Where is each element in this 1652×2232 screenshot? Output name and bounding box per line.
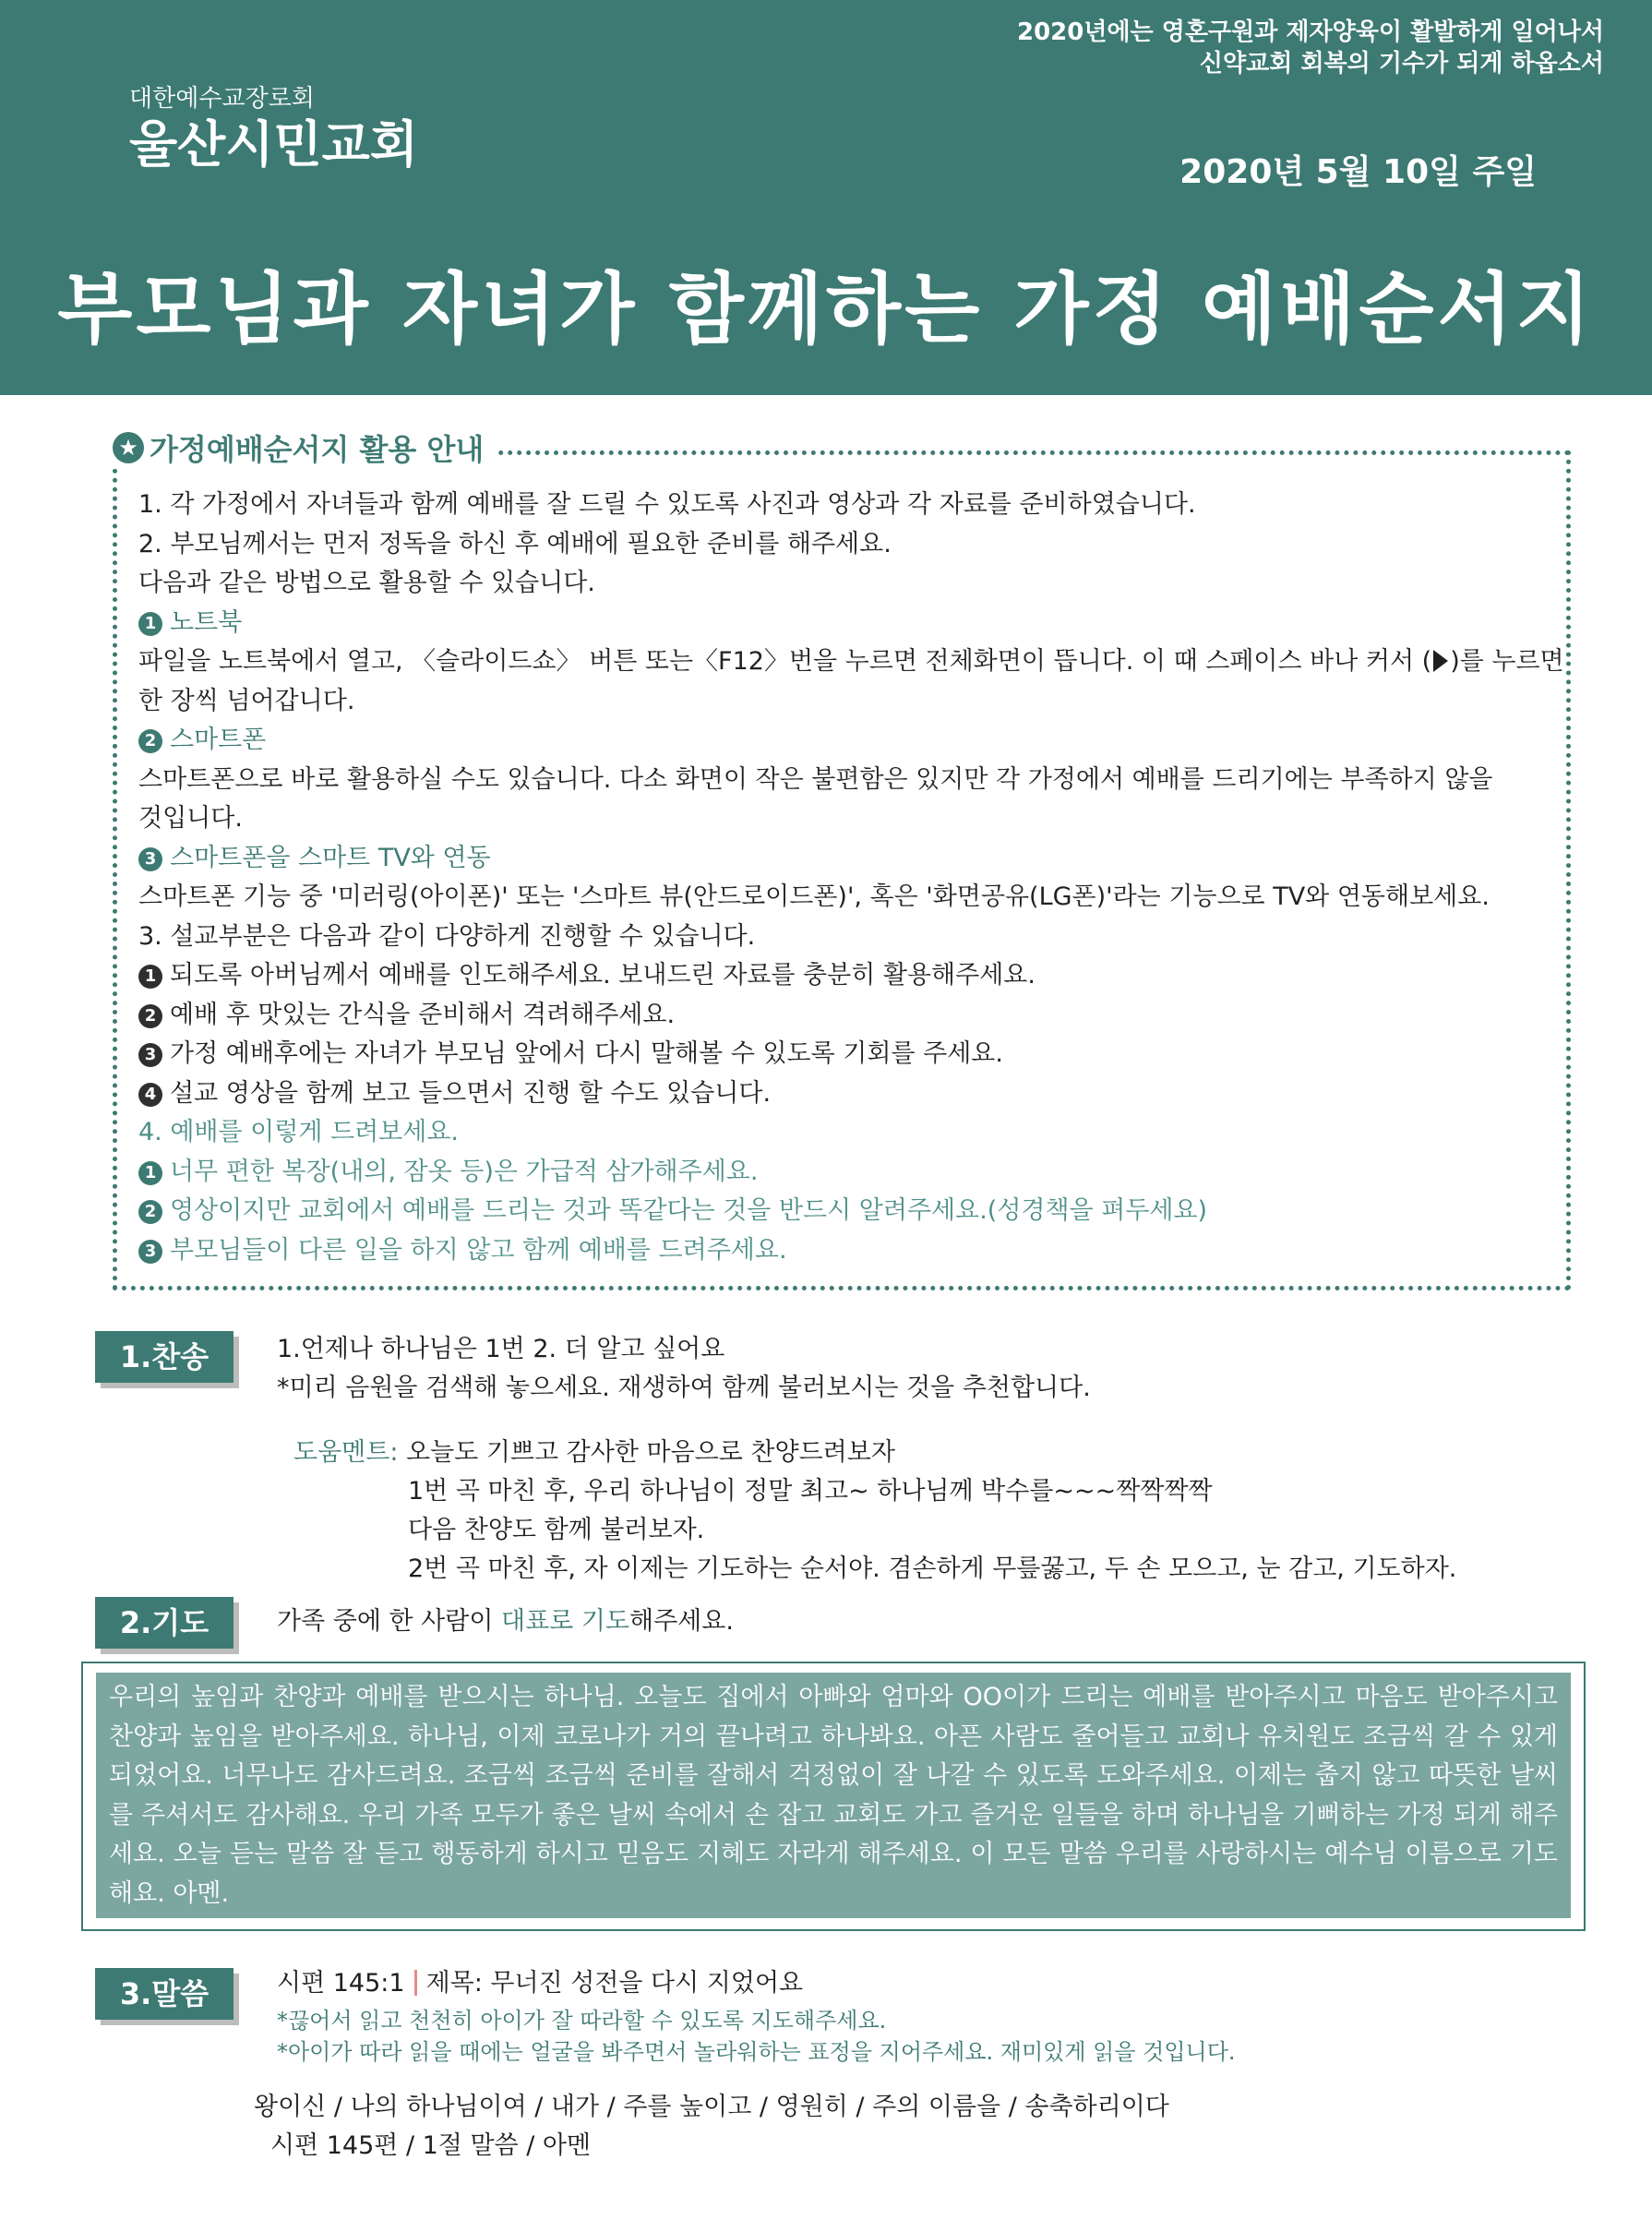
- verse-block: [254, 2088, 1169, 2166]
- worship-heading: 4. 예배를 이렇게 드려보세요.: [138, 1118, 459, 1146]
- phone-label: 스마트폰: [170, 726, 267, 754]
- word-note-1: *끊어서 읽고 천천히 아이가 잘 따라할 수 있도록 지도해주세요.: [277, 2008, 887, 2034]
- memo-line-3: 다음 찬양도 함께 불러보자.: [408, 1516, 705, 1544]
- prayer-intro-c: 해주세요.: [629, 1607, 734, 1636]
- sermon-title: 제목: 무너진 성전을 다시 지었어요: [425, 1969, 804, 1998]
- prayer-intro-b: 대표로 기도: [501, 1607, 629, 1636]
- prayer-tag: 2.기도: [95, 1597, 233, 1649]
- worship-item-2-text: 영상이지만 교회에서 예배를 드리는 것과 똑같다는 것을 반드시 알려주세요.(성경책을 펴두세요): [170, 1196, 1208, 1225]
- sermon-item-3: [138, 1035, 1550, 1074]
- guide-heading: [109, 426, 495, 469]
- circle-number-3: 3: [138, 1043, 162, 1067]
- notebook-text: [138, 642, 1564, 682]
- guide-line-1: 1. 각 가정에서 자녀들과 함께 예배를 잘 드릴 수 있도록 사진과 영상과 각 자료를 준비하였습니다.: [138, 490, 1196, 519]
- notebook-text-c: 한 장씩 넘어갑니다.: [138, 686, 355, 715]
- page-title: 부모님과 자녀가 함께하는 가정 예배순서지: [57, 264, 1595, 354]
- circle-number-3: 3: [138, 847, 162, 871]
- right-arrow-icon: [1433, 650, 1448, 672]
- worship-item-3: [138, 1231, 1550, 1271]
- church-name-block: [129, 83, 418, 175]
- sermon-item-3-text: 가정 예배후에는 자녀가 부모님 앞에서 다시 말해볼 수 있도록 기회를 주세요.: [170, 1039, 1003, 1068]
- sermon-item-4-text: 설교 영상을 함께 보고 들으면서 진행 할 수도 있습니다.: [170, 1078, 772, 1108]
- memo-line-1: [293, 1434, 1456, 1472]
- tv-text: 스마트폰 기능 중 '미러링(아이폰)' 또는 '스마트 뷰(안드로이드폰)', 혹은 '화면공유(LG폰)'라는 기능으로 TV와 연동해보세요.: [138, 882, 1490, 911]
- memo-label: 도움멘트:: [293, 1438, 399, 1467]
- phone-text-a: 스마트폰으로 바로 활용하실 수도 있습니다. 다소 화면이 작은 불편함은 있지만 각 가정에서 예배를 드리기에는 부족하지 않을: [138, 764, 1493, 794]
- circle-number-3: 3: [138, 1240, 162, 1264]
- worship-item-1: [138, 1153, 1550, 1193]
- memo-line-4: 2번 곡 마친 후, 자 이제는 기도하는 순서야. 겸손하게 무릎꿇고, 두 손 모으고, 눈 감고, 기도하자.: [408, 1554, 1457, 1583]
- notebook-heading: [138, 604, 1550, 643]
- hymn-tag: 1.찬송: [95, 1331, 233, 1383]
- scripture-ref: 시편 145:1: [277, 1969, 405, 1998]
- motto-line-1: 2020년에는 영혼구원과 제자양육이 활발하게 일어나서: [1016, 18, 1604, 46]
- guide-heading-text: 가정예배순서지 활용 안내: [150, 432, 485, 467]
- church-motto: [1017, 17, 1604, 79]
- circle-number-2: 2: [138, 729, 162, 753]
- notebook-text-a: 파일을 노트북에서 열고, 〈슬라이드쇼〉 버튼 또는〈F12〉번을 누르면 전체화면이 뜹니다. 이 때 스페이스 바나 커서 (: [138, 647, 1432, 676]
- word-note-2: *아이가 따라 읽을 때에는 얼굴을 봐주면서 놀라워하는 표정을 지어주세요. 재미있게 읽을 것입니다.: [277, 2039, 1236, 2065]
- tv-label: 스마트폰을 스마트 TV와 연동: [170, 843, 491, 872]
- guide-content: [138, 486, 1564, 1270]
- word-heading: [277, 1964, 803, 2003]
- verse-line-2: 시편 145편 / 1절 말씀 / 아멘: [270, 2131, 592, 2160]
- circle-number-1: 1: [138, 1161, 162, 1185]
- worship-item-2: [138, 1192, 1550, 1231]
- sermon-item-2: [138, 996, 1550, 1036]
- prayer-intro-a: 가족 중에 한 사람이: [277, 1607, 501, 1636]
- guide-line-2: 2. 부모님께서는 먼저 정독을 하신 후 예배에 필요한 준비를 해주세요.: [138, 529, 892, 558]
- sermon-heading: 3. 설교부분은 다음과 같이 다양하게 진행할 수 있습니다.: [138, 921, 756, 951]
- circle-number-1: 1: [138, 612, 162, 636]
- phone-heading: [138, 721, 1550, 761]
- hymn-songs: 1.언제나 하나님은 1번 2. 더 알고 싶어요: [277, 1335, 725, 1363]
- sermon-item-4: [138, 1074, 1550, 1114]
- hymn-memo: [293, 1434, 1456, 1589]
- word-notes: [277, 2005, 1236, 2068]
- church-name: 울산시민교회: [129, 115, 418, 174]
- memo-line-2: 1번 곡 마친 후, 우리 하나님이 정말 최고~ 하나님께 박수를~~~짝짝짝짝: [408, 1477, 1213, 1506]
- prayer-text: 우리의 높임과 찬양과 예배를 받으시는 하나님. 오늘도 집에서 아빠와 엄마와 OO이가 드리는 예배를 받아주시고 마음도 받아주시고 찬양과 높임을 받아주세요. 하나님, 이제 코로나가 거의 끝나려고 하나봐요. 아픈 사람도 줄어들고 교회나 유치원도 조금씩 갈 수 있게 되었어요. 너무나도 감사드려요. 조금씩 조금씩 준비를 잘해서 걱정없이 잘 나갈 수 있도록 도와주세요. 이제는 춥지 않고 따뜻한 날씨를 주셔서도 감사해요. 우리 가족 모두가 좋은 날씨 속에서 손 잡고 교회도 가고 즐거운 일들을 하며 하나님을 기뻐하는 가정 되게 해주세요. 오늘 듣는 말씀 잘 듣고 행동하게 하시고 믿음도 지혜도 자라게 해주세요. 이 모든 말씀 우리를 사랑하시는 예수님 이름으로 기도해요. 아멘.: [96, 1673, 1571, 1918]
- phone-text-b: 것입니다.: [138, 804, 243, 833]
- worship-item-3-text: 부모님들이 다른 일을 하지 않고 함께 예배를 드려주세요.: [170, 1235, 787, 1265]
- verse-line-1: 왕이신 / 나의 하나님이여 / 내가 / 주를 높이고 / 영원히 / 주의 이름을 / 송축하리이다: [254, 2093, 1169, 2121]
- header-banner: [0, 0, 1652, 395]
- worship-item-1-text: 너무 편한 복장(내의, 잠옷 등)은 가급적 삼가해주세요.: [170, 1157, 759, 1186]
- service-date: 2020년 5월 10일 주일: [1179, 153, 1537, 191]
- guide-line-3: 다음과 같은 방법으로 활용할 수 있습니다.: [138, 569, 595, 597]
- circle-number-4: 4: [138, 1083, 162, 1107]
- circle-number-2: 2: [138, 1200, 162, 1224]
- circle-number-2: 2: [138, 1004, 162, 1028]
- word-tag: 3.말씀: [95, 1968, 233, 2020]
- circle-number-1: 1: [138, 965, 162, 989]
- tv-heading: [138, 839, 1550, 879]
- divider: [414, 1970, 417, 1996]
- memo-text-1: 오늘도 기쁘고 감사한 마음으로 찬양드려보자: [398, 1438, 895, 1467]
- denomination: 대한예수교장로회: [129, 85, 315, 113]
- star-icon: ★: [113, 432, 144, 463]
- prayer-intro: [277, 1602, 734, 1641]
- hymn-section: [277, 1330, 1091, 1408]
- sermon-item-1: [138, 956, 1550, 996]
- notebook-text-b: )를 누르면: [1450, 647, 1564, 676]
- motto-line-2: 신약교회 회복의 기수가 되게 하옵소서: [1199, 50, 1604, 78]
- sermon-item-1-text: 되도록 아버님께서 예배를 인도해주세요. 보내드린 자료를 충분히 활용해주세요.: [170, 961, 1035, 990]
- sermon-item-2-text: 예배 후 맛있는 간식을 준비해서 격려해주세요.: [170, 1000, 676, 1029]
- notebook-label: 노트북: [170, 607, 243, 637]
- hymn-note: *미리 음원을 검색해 놓으세요. 재생하여 함께 불러보시는 것을 추천합니다.: [277, 1374, 1091, 1402]
